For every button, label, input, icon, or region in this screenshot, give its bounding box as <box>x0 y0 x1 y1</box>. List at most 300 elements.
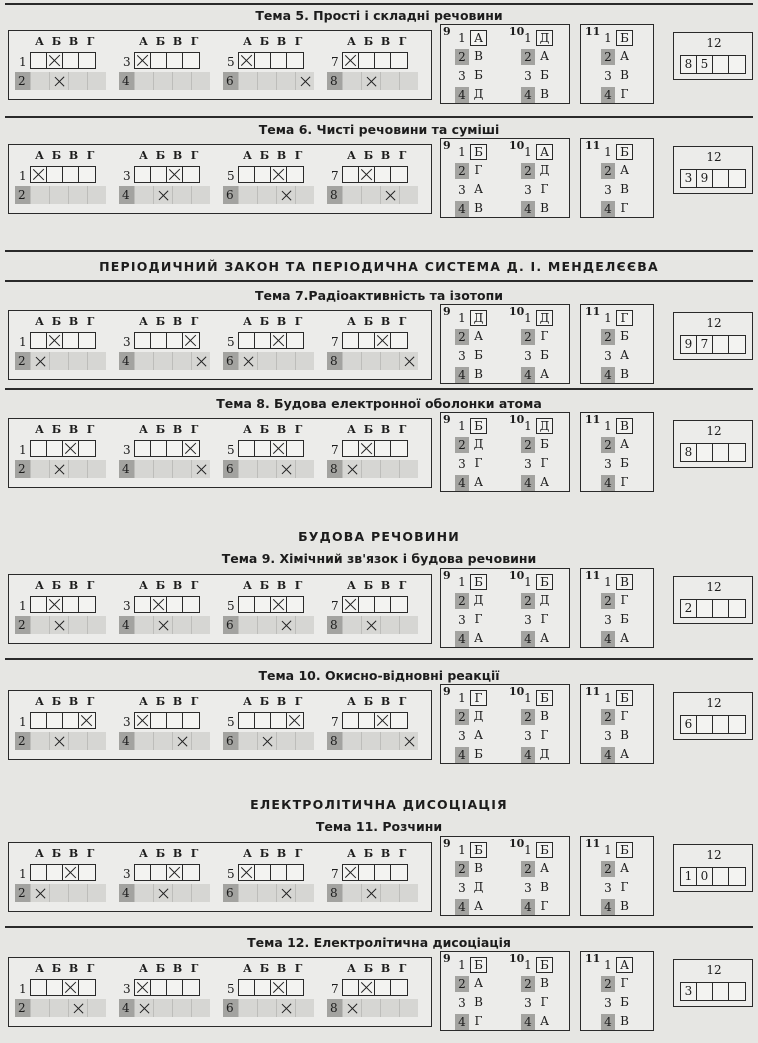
answer-cell[interactable] <box>183 865 199 880</box>
answer-cell[interactable] <box>134 72 153 90</box>
matching-letter[interactable]: Г <box>620 880 629 894</box>
answer-cell-marked[interactable] <box>361 72 380 90</box>
answer-cell[interactable] <box>257 884 276 902</box>
answer-cell[interactable] <box>287 980 303 995</box>
answer-cell[interactable] <box>287 597 303 612</box>
digit-cell[interactable] <box>697 600 713 617</box>
answer-cell[interactable] <box>183 713 199 728</box>
answer-cell[interactable] <box>31 865 47 880</box>
digit-cell[interactable] <box>697 983 713 1000</box>
digit-cell[interactable] <box>713 983 729 1000</box>
answer-cell[interactable] <box>391 53 407 68</box>
answer-cell[interactable] <box>79 597 95 612</box>
answer-cell[interactable] <box>172 999 191 1017</box>
answer-cell[interactable] <box>87 616 106 634</box>
answer-cell[interactable] <box>63 167 79 182</box>
answer-cell[interactable] <box>191 884 210 902</box>
answer-cell[interactable] <box>238 186 257 204</box>
answer-cell-marked[interactable] <box>49 732 68 750</box>
answer-cell[interactable] <box>151 441 167 456</box>
matching-letter[interactable]: Г <box>540 329 549 343</box>
matching-letter[interactable]: В <box>540 880 549 894</box>
answer-cell[interactable] <box>399 999 418 1017</box>
matching-letter[interactable]: Б <box>470 144 487 160</box>
answer-cell[interactable] <box>191 999 210 1017</box>
answer-cell[interactable] <box>361 186 380 204</box>
matching-letter[interactable]: Б <box>616 842 633 858</box>
answer-cell[interactable] <box>135 167 151 182</box>
answer-cell-marked[interactable] <box>295 72 314 90</box>
answer-cell[interactable] <box>255 53 271 68</box>
answer-cell[interactable] <box>391 333 407 348</box>
answer-cell-marked[interactable] <box>271 333 287 348</box>
answer-cell-marked[interactable] <box>276 616 295 634</box>
answer-cell[interactable] <box>342 186 361 204</box>
answer-cell[interactable] <box>375 865 391 880</box>
digit-cell[interactable]: 2 <box>681 600 697 617</box>
answer-cell[interactable] <box>135 441 151 456</box>
answer-cell[interactable] <box>153 72 172 90</box>
answer-cell[interactable] <box>271 53 287 68</box>
answer-cell-marked[interactable] <box>191 460 210 478</box>
matching-letter[interactable]: Б <box>620 995 629 1009</box>
answer-cell[interactable] <box>343 333 359 348</box>
answer-cell[interactable] <box>87 999 106 1017</box>
digit-cell[interactable]: 1 <box>681 868 697 885</box>
matching-letter[interactable]: В <box>620 182 629 196</box>
answer-cell-marked[interactable] <box>30 884 49 902</box>
answer-cell[interactable] <box>151 167 167 182</box>
answer-cell[interactable] <box>68 616 87 634</box>
answer-cell[interactable] <box>191 72 210 90</box>
answer-cell[interactable] <box>63 53 79 68</box>
answer-cell[interactable] <box>191 186 210 204</box>
matching-letter[interactable]: А <box>539 49 550 63</box>
answer-cell[interactable] <box>151 53 167 68</box>
matching-letter[interactable]: В <box>474 367 483 381</box>
answer-cell-marked[interactable] <box>239 53 255 68</box>
matching-letter[interactable]: В <box>474 201 483 215</box>
matching-letter[interactable]: Б <box>536 574 553 590</box>
answer-cell-marked[interactable] <box>343 53 359 68</box>
matching-letter[interactable]: Г <box>540 995 549 1009</box>
answer-cell[interactable] <box>295 732 314 750</box>
answer-cell[interactable] <box>87 352 106 370</box>
answer-cell[interactable] <box>343 980 359 995</box>
answer-cell-marked[interactable] <box>153 616 172 634</box>
digit-cell[interactable]: 6 <box>681 716 697 733</box>
answer-cell[interactable] <box>68 732 87 750</box>
answer-cell[interactable] <box>167 333 183 348</box>
answer-cell-marked[interactable] <box>183 333 199 348</box>
matching-letter[interactable]: В <box>616 574 633 590</box>
answer-cell-marked[interactable] <box>49 72 68 90</box>
answer-cell-marked[interactable] <box>399 352 418 370</box>
answer-cell[interactable] <box>380 884 399 902</box>
matching-letter[interactable]: Д <box>473 87 484 101</box>
matching-letter[interactable]: Д <box>536 30 553 46</box>
matching-letter[interactable]: В <box>620 68 629 82</box>
matching-letter[interactable]: А <box>539 631 550 645</box>
digit-cell[interactable] <box>713 868 729 885</box>
answer-cell-marked[interactable] <box>287 713 303 728</box>
answer-cell[interactable] <box>87 186 106 204</box>
answer-cell-marked[interactable] <box>375 713 391 728</box>
matching-letter[interactable]: А <box>619 631 630 645</box>
answer-cell[interactable] <box>79 53 95 68</box>
answer-cell[interactable] <box>47 865 63 880</box>
answer-cell[interactable] <box>380 732 399 750</box>
matching-letter[interactable]: А <box>539 367 550 381</box>
answer-cell[interactable] <box>239 441 255 456</box>
digit-cell[interactable] <box>713 170 729 187</box>
answer-cell-marked[interactable] <box>271 597 287 612</box>
answer-cell[interactable] <box>359 713 375 728</box>
answer-cell[interactable] <box>359 865 375 880</box>
matching-letter[interactable]: Д <box>539 747 550 761</box>
answer-cell[interactable] <box>380 72 399 90</box>
answer-cell-marked[interactable] <box>47 333 63 348</box>
answer-cell[interactable] <box>391 713 407 728</box>
answer-cell[interactable] <box>31 597 47 612</box>
answer-cell[interactable] <box>380 616 399 634</box>
answer-cell-marked[interactable] <box>63 865 79 880</box>
answer-cell-marked[interactable] <box>135 713 151 728</box>
digit-cell[interactable] <box>713 600 729 617</box>
answer-cell[interactable] <box>153 460 172 478</box>
answer-cell[interactable] <box>47 713 63 728</box>
matching-letter[interactable]: Б <box>470 842 487 858</box>
answer-cell[interactable] <box>79 333 95 348</box>
answer-cell[interactable] <box>172 72 191 90</box>
digit-cell[interactable]: 8 <box>681 444 697 461</box>
answer-cell[interactable] <box>87 460 106 478</box>
answer-cell[interactable] <box>295 884 314 902</box>
answer-cell[interactable] <box>257 186 276 204</box>
digit-cell[interactable]: 7 <box>697 336 713 353</box>
matching-letter[interactable]: А <box>473 899 484 913</box>
answer-cell-marked[interactable] <box>239 865 255 880</box>
answer-cell-marked[interactable] <box>153 186 172 204</box>
matching-letter[interactable]: В <box>620 1014 629 1028</box>
answer-cell[interactable] <box>257 616 276 634</box>
answer-cell[interactable] <box>239 167 255 182</box>
answer-cell-marked[interactable] <box>276 460 295 478</box>
answer-cell[interactable] <box>134 616 153 634</box>
answer-cell-marked[interactable] <box>49 460 68 478</box>
digit-cell[interactable] <box>713 56 729 73</box>
answer-cell-marked[interactable] <box>271 980 287 995</box>
matching-letter[interactable]: В <box>620 899 629 913</box>
answer-cell[interactable] <box>287 865 303 880</box>
matching-letter[interactable]: Д <box>473 709 484 723</box>
matching-letter[interactable]: А <box>616 957 633 973</box>
matching-letter[interactable]: Г <box>620 709 629 723</box>
answer-cell[interactable] <box>68 186 87 204</box>
answer-cell[interactable] <box>153 732 172 750</box>
digit-cell[interactable]: 8 <box>681 56 697 73</box>
answer-cell[interactable] <box>172 352 191 370</box>
answer-cell[interactable] <box>172 460 191 478</box>
matching-letter[interactable]: А <box>539 475 550 489</box>
answer-cell-marked[interactable] <box>257 732 276 750</box>
answer-cell[interactable] <box>287 333 303 348</box>
matching-letter[interactable]: Г <box>540 728 549 742</box>
answer-cell-marked[interactable] <box>31 167 47 182</box>
answer-cell[interactable] <box>134 884 153 902</box>
answer-cell[interactable] <box>68 352 87 370</box>
answer-cell-marked[interactable] <box>359 167 375 182</box>
answer-cell[interactable] <box>167 597 183 612</box>
matching-letter[interactable]: Г <box>474 1014 483 1028</box>
answer-cell-marked[interactable] <box>359 980 375 995</box>
answer-cell[interactable] <box>375 53 391 68</box>
answer-cell[interactable] <box>255 980 271 995</box>
answer-cell[interactable] <box>361 732 380 750</box>
digit-cell[interactable]: 3 <box>681 170 697 187</box>
matching-letter[interactable]: А <box>619 163 630 177</box>
answer-cell[interactable] <box>391 167 407 182</box>
answer-cell[interactable] <box>255 441 271 456</box>
answer-cell[interactable] <box>31 53 47 68</box>
answer-cell[interactable] <box>30 72 49 90</box>
answer-cell[interactable] <box>295 616 314 634</box>
answer-cell[interactable] <box>49 186 68 204</box>
answer-cell[interactable] <box>255 713 271 728</box>
digit-cell[interactable]: 9 <box>681 336 697 353</box>
answer-cell[interactable] <box>359 333 375 348</box>
answer-cell[interactable] <box>391 980 407 995</box>
matching-letter[interactable]: Б <box>470 574 487 590</box>
answer-cell[interactable] <box>68 460 87 478</box>
matching-letter[interactable]: В <box>474 995 483 1009</box>
matching-letter[interactable]: А <box>470 30 487 46</box>
matching-letter[interactable]: Г <box>474 612 483 626</box>
answer-cell[interactable] <box>239 980 255 995</box>
matching-letter[interactable]: А <box>473 631 484 645</box>
answer-cell[interactable] <box>361 352 380 370</box>
answer-cell[interactable] <box>172 884 191 902</box>
answer-cell-marked[interactable] <box>183 441 199 456</box>
answer-cell[interactable] <box>399 72 418 90</box>
answer-cell[interactable] <box>276 732 295 750</box>
answer-cell[interactable] <box>31 713 47 728</box>
answer-cell[interactable] <box>31 333 47 348</box>
answer-cell[interactable] <box>68 72 87 90</box>
answer-cell-marked[interactable] <box>343 865 359 880</box>
answer-cell[interactable] <box>30 460 49 478</box>
answer-cell[interactable] <box>238 999 257 1017</box>
matching-letter[interactable]: Д <box>539 163 550 177</box>
answer-cell[interactable] <box>63 333 79 348</box>
matching-letter[interactable]: Г <box>540 456 549 470</box>
answer-cell[interactable] <box>375 980 391 995</box>
answer-cell[interactable] <box>239 333 255 348</box>
matching-letter[interactable]: Б <box>540 68 549 82</box>
answer-cell[interactable] <box>255 597 271 612</box>
digit-cell[interactable] <box>713 444 729 461</box>
matching-letter[interactable]: Б <box>474 348 483 362</box>
digit-cell[interactable] <box>729 170 745 187</box>
answer-cell[interactable] <box>153 352 172 370</box>
answer-cell[interactable] <box>257 999 276 1017</box>
answer-cell[interactable] <box>79 865 95 880</box>
answer-cell-marked[interactable] <box>342 999 361 1017</box>
matching-letter[interactable]: В <box>620 728 629 742</box>
matching-letter[interactable]: Д <box>473 593 484 607</box>
matching-letter[interactable]: Д <box>470 310 487 326</box>
answer-cell-marked[interactable] <box>271 167 287 182</box>
answer-cell[interactable] <box>79 441 95 456</box>
answer-cell[interactable] <box>238 732 257 750</box>
answer-cell[interactable] <box>79 980 95 995</box>
matching-letter[interactable]: Д <box>473 437 484 451</box>
answer-cell[interactable] <box>295 999 314 1017</box>
answer-cell[interactable] <box>135 865 151 880</box>
answer-cell[interactable] <box>391 597 407 612</box>
matching-letter[interactable]: А <box>619 747 630 761</box>
matching-letter[interactable]: Б <box>474 68 483 82</box>
answer-cell[interactable] <box>238 72 257 90</box>
answer-cell-marked[interactable] <box>47 53 63 68</box>
answer-cell[interactable] <box>255 333 271 348</box>
answer-cell[interactable] <box>183 980 199 995</box>
matching-letter[interactable]: Б <box>616 144 633 160</box>
answer-cell[interactable] <box>295 352 314 370</box>
matching-letter[interactable]: Д <box>473 880 484 894</box>
answer-cell[interactable] <box>191 616 210 634</box>
matching-letter[interactable]: В <box>540 201 549 215</box>
matching-letter[interactable]: А <box>619 861 630 875</box>
answer-cell-marked[interactable] <box>191 352 210 370</box>
answer-cell-marked[interactable] <box>167 865 183 880</box>
matching-letter[interactable]: Г <box>616 310 633 326</box>
answer-cell[interactable] <box>167 713 183 728</box>
answer-cell-marked[interactable] <box>47 597 63 612</box>
answer-cell[interactable] <box>151 713 167 728</box>
answer-cell[interactable] <box>380 999 399 1017</box>
answer-cell[interactable] <box>49 352 68 370</box>
matching-letter[interactable]: Б <box>470 957 487 973</box>
answer-cell[interactable] <box>399 884 418 902</box>
answer-cell[interactable] <box>295 186 314 204</box>
matching-letter[interactable]: Г <box>620 201 629 215</box>
digit-cell[interactable]: 9 <box>697 170 713 187</box>
answer-cell[interactable] <box>359 53 375 68</box>
digit-cell[interactable] <box>729 868 745 885</box>
matching-letter[interactable]: Г <box>620 593 629 607</box>
answer-cell[interactable] <box>87 72 106 90</box>
matching-letter[interactable]: Г <box>620 87 629 101</box>
digit-cell[interactable] <box>729 600 745 617</box>
matching-letter[interactable]: Г <box>540 182 549 196</box>
answer-cell-marked[interactable] <box>30 352 49 370</box>
matching-letter[interactable]: Б <box>620 612 629 626</box>
answer-cell[interactable] <box>183 167 199 182</box>
answer-cell[interactable] <box>343 167 359 182</box>
answer-cell-marked[interactable] <box>79 713 95 728</box>
digit-cell[interactable] <box>729 716 745 733</box>
matching-letter[interactable]: А <box>619 49 630 63</box>
answer-cell[interactable] <box>238 460 257 478</box>
answer-cell[interactable] <box>31 980 47 995</box>
matching-letter[interactable]: Д <box>536 418 553 434</box>
digit-cell[interactable]: 3 <box>681 983 697 1000</box>
answer-cell[interactable] <box>134 186 153 204</box>
answer-cell-marked[interactable] <box>375 333 391 348</box>
matching-letter[interactable]: Г <box>474 163 483 177</box>
answer-cell[interactable] <box>257 72 276 90</box>
matching-letter[interactable]: А <box>473 329 484 343</box>
answer-cell[interactable] <box>30 186 49 204</box>
digit-cell[interactable] <box>697 716 713 733</box>
answer-cell[interactable] <box>361 460 380 478</box>
answer-cell[interactable] <box>87 732 106 750</box>
answer-cell[interactable] <box>238 616 257 634</box>
digit-cell[interactable] <box>729 56 745 73</box>
answer-cell-marked[interactable] <box>276 999 295 1017</box>
matching-letter[interactable]: Б <box>620 329 629 343</box>
answer-cell-marked[interactable] <box>361 616 380 634</box>
answer-cell[interactable] <box>151 865 167 880</box>
answer-cell[interactable] <box>63 713 79 728</box>
matching-letter[interactable]: В <box>540 976 549 990</box>
answer-cell[interactable] <box>255 167 271 182</box>
answer-cell[interactable] <box>295 460 314 478</box>
answer-cell[interactable] <box>47 441 63 456</box>
matching-letter[interactable]: Б <box>616 30 633 46</box>
answer-cell[interactable] <box>31 441 47 456</box>
answer-cell[interactable] <box>276 72 295 90</box>
answer-cell[interactable] <box>47 980 63 995</box>
answer-cell[interactable] <box>134 352 153 370</box>
digit-cell[interactable]: 5 <box>697 56 713 73</box>
answer-cell[interactable] <box>167 980 183 995</box>
answer-cell[interactable] <box>135 333 151 348</box>
answer-cell-marked[interactable] <box>49 616 68 634</box>
matching-letter[interactable]: В <box>474 49 483 63</box>
answer-cell[interactable] <box>172 186 191 204</box>
answer-cell[interactable] <box>135 597 151 612</box>
answer-cell[interactable] <box>167 441 183 456</box>
matching-letter[interactable]: Г <box>540 612 549 626</box>
digit-cell[interactable] <box>729 336 745 353</box>
matching-letter[interactable]: А <box>536 144 553 160</box>
matching-letter[interactable]: В <box>620 367 629 381</box>
answer-cell-marked[interactable] <box>167 167 183 182</box>
matching-letter[interactable]: Б <box>474 747 483 761</box>
answer-cell-marked[interactable] <box>361 884 380 902</box>
matching-letter[interactable]: В <box>540 87 549 101</box>
matching-letter[interactable]: А <box>473 728 484 742</box>
digit-cell[interactable] <box>729 983 745 1000</box>
answer-cell[interactable] <box>287 53 303 68</box>
digit-cell[interactable]: 0 <box>697 868 713 885</box>
answer-cell-marked[interactable] <box>172 732 191 750</box>
answer-cell-marked[interactable] <box>68 999 87 1017</box>
matching-letter[interactable]: Б <box>620 456 629 470</box>
answer-cell[interactable] <box>257 460 276 478</box>
matching-letter[interactable]: Б <box>540 348 549 362</box>
answer-cell[interactable] <box>153 999 172 1017</box>
answer-cell[interactable] <box>239 597 255 612</box>
matching-letter[interactable]: Б <box>536 957 553 973</box>
answer-cell[interactable] <box>343 713 359 728</box>
answer-cell[interactable] <box>30 732 49 750</box>
answer-cell[interactable] <box>287 167 303 182</box>
answer-cell[interactable] <box>271 713 287 728</box>
matching-letter[interactable]: В <box>540 709 549 723</box>
